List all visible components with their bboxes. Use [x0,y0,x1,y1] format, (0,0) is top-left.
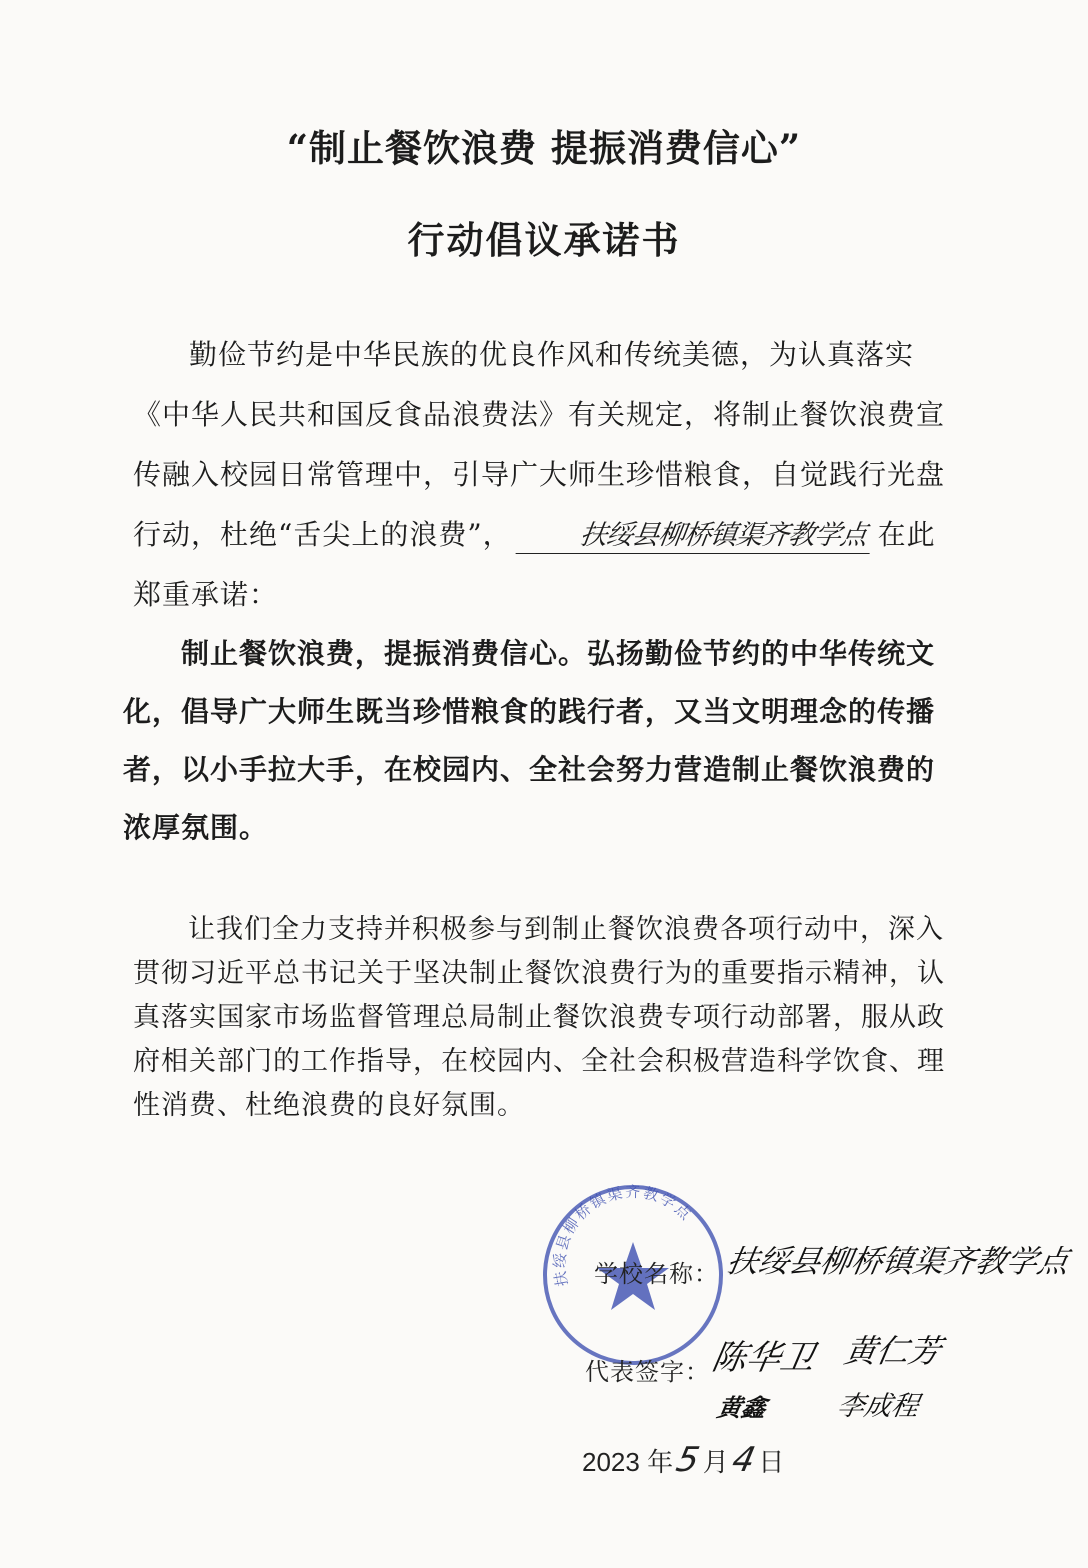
paragraph-intro [133,325,948,625]
date-day-unit: 日 [758,1447,785,1477]
date-day: 4 [728,1440,759,1480]
document-title-line1: “制止餐饮浪费 提振消费信心” [286,126,802,170]
document-title-line2: 行动倡议承诺书 [407,218,681,262]
signing-date [582,1440,784,1480]
signature-school-name: 扶绥县柳桥镇渠齐教学点 [724,1244,1072,1280]
signature-2: 黄仁芳 [841,1332,945,1370]
seal-text: 扶绥县柳桥镇渠齐教学点 [550,1182,696,1288]
paragraph-call-to-action: 让我们全力支持并积极参与到制止餐饮浪费各项行动中，深入贯彻习近平总书记关于坚决制止餐饮浪费行为的重要指示精神，认真落实国家市场监督管理总局制止餐饮浪费专项行动部署，服从政府相关部门的工作指导，在校园内、全社会积极营造科学饮食、理性消费、杜绝浪费的良好氛围。 [133,914,945,1121]
signature-3: 黄鑫 [715,1394,769,1422]
date-year: 2023 [582,1447,640,1477]
paragraph-commitment: 制止餐饮浪费，提振消费信心。弘扬勤俭节约的中华传统文化，倡导广大师生既当珍惜粮食的践行者，又当文明理念的传播者，以小手拉大手，在校园内、全社会努力营造制止餐饮浪费的浓厚氛围。 [123,637,936,844]
date-month: 5 [672,1440,703,1480]
date-month-unit: 月 [702,1447,729,1477]
signature-1: 陈华卫 [708,1338,818,1378]
date-year-unit: 年 [647,1447,674,1477]
school-name-label: 学校名称： [594,1261,719,1288]
intro-text-end: 在此郑重承诺： [133,518,936,611]
intro-text: 勤俭节约是中华民族的优良作风和传统美德，为认真落实《中华人民共和国反食品浪费法》有关规定，将制止餐饮浪费宣传融入校园日常管理中，引导广大师生珍惜粮食，自觉践行光盘行动，杜绝“舌尖上的浪费”， [133,338,946,551]
handwritten-school-name: 扶绥县柳桥镇渠齐教学点 [515,519,874,554]
representative-label: 代表签字： [585,1359,710,1386]
signature-4: 李成程 [834,1391,922,1422]
